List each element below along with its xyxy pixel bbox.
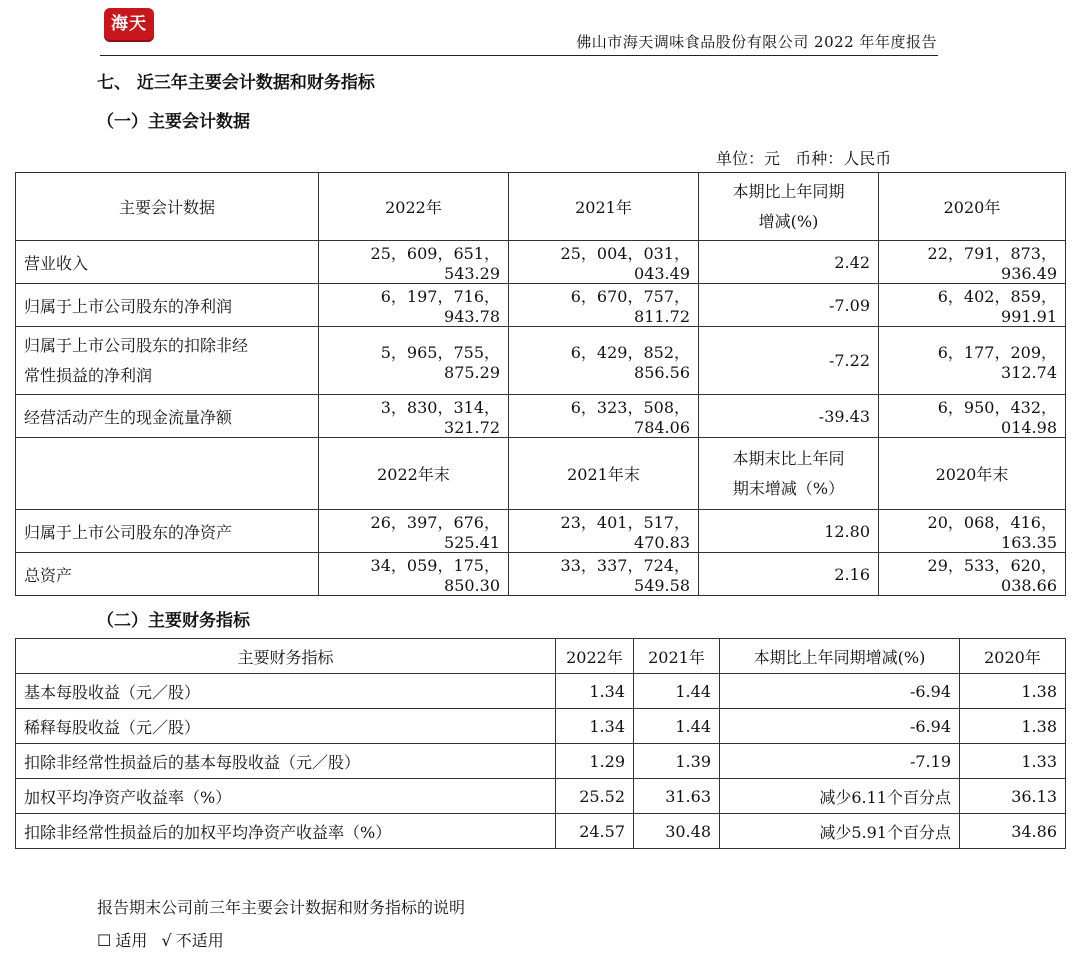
cell-value: 1.29 bbox=[556, 744, 634, 779]
cell-value: 减少6.11个百分点 bbox=[720, 779, 960, 814]
cell-value: 6，950，432，014.98 bbox=[879, 395, 1066, 438]
header-cell: 2020年末 bbox=[879, 438, 1066, 510]
checkmark-icon: √ bbox=[161, 931, 172, 950]
cell-value: -39.43 bbox=[699, 395, 879, 438]
cell-value: 22，791，873，936.49 bbox=[879, 241, 1066, 284]
cell-value: 31.63 bbox=[634, 779, 720, 814]
row-label: 总资产 bbox=[16, 553, 319, 596]
table-subheader-row bbox=[16, 438, 1066, 510]
cell-value: 25.52 bbox=[556, 779, 634, 814]
table-row bbox=[16, 284, 1066, 327]
cell-value: 1.38 bbox=[960, 709, 1066, 744]
cell-value: 34，059，175，850.30 bbox=[319, 553, 509, 596]
header-cell: 2022年 bbox=[556, 639, 634, 674]
table-row bbox=[16, 327, 1066, 395]
cell-value: 减少5.91个百分点 bbox=[720, 814, 960, 849]
cell-value: 25，004，031，043.49 bbox=[509, 241, 699, 284]
row-label: 营业收入 bbox=[16, 241, 319, 284]
cell-value: 6，323，508，784.06 bbox=[509, 395, 699, 438]
checkbox-icon: ☐ bbox=[97, 931, 112, 950]
row-label: 扣除非经常性损益后的基本每股收益（元／股） bbox=[16, 744, 556, 779]
header-cell: 2022年末 bbox=[319, 438, 509, 510]
header-cell: 2021年末 bbox=[509, 438, 699, 510]
row-label: 归属于上市公司股东的净利润 bbox=[16, 284, 319, 327]
cell-value: 36.13 bbox=[960, 779, 1066, 814]
cell-value: 6，402，859，991.91 bbox=[879, 284, 1066, 327]
subsection-title-accounting: （一）主要会计数据 bbox=[97, 112, 250, 132]
header-cell: 2021年 bbox=[634, 639, 720, 674]
header-cell: 本期比上年同期增减(%) bbox=[720, 639, 960, 674]
unit-currency-line: 单位：元 币种：人民币 bbox=[716, 149, 892, 168]
financial-indicators-table bbox=[15, 638, 1066, 849]
cell-value: 12.80 bbox=[699, 510, 879, 553]
apply-label: 适用 bbox=[115, 931, 148, 950]
header-cell: 主要财务指标 bbox=[16, 639, 556, 674]
table-row bbox=[16, 814, 1066, 849]
cell-value: 1.34 bbox=[556, 709, 634, 744]
header-cell: 本期末比上年同 期末增减（%） bbox=[699, 438, 879, 510]
table-row bbox=[16, 553, 1066, 596]
row-label: 归属于上市公司股东的扣除非经 常性损益的净利润 bbox=[16, 327, 319, 395]
cell-value: 26，397，676，525.41 bbox=[319, 510, 509, 553]
cell-value: 25，609，651，543.29 bbox=[319, 241, 509, 284]
header-cell: 本期比上年同期 增减(%) bbox=[699, 173, 879, 241]
table-row bbox=[16, 709, 1066, 744]
table-row bbox=[16, 674, 1066, 709]
table-row bbox=[16, 510, 1066, 553]
cell-value: 2.42 bbox=[699, 241, 879, 284]
cell-value: 5，965，755，875.29 bbox=[319, 327, 509, 395]
table-row bbox=[16, 241, 1066, 284]
cell-value: 6，670，757，811.72 bbox=[509, 284, 699, 327]
cell-value: 23，401，517，470.83 bbox=[509, 510, 699, 553]
cell-value: -6.94 bbox=[720, 674, 960, 709]
header-cell bbox=[16, 438, 319, 510]
table-row bbox=[16, 744, 1066, 779]
cell-value: 6，177，209，312.74 bbox=[879, 327, 1066, 395]
subsection-title-financial: （二）主要财务指标 bbox=[97, 611, 250, 631]
header-divider bbox=[100, 55, 938, 56]
cell-value: 1.44 bbox=[634, 674, 720, 709]
cell-value: -7.22 bbox=[699, 327, 879, 395]
table-header-row bbox=[16, 639, 1066, 674]
row-label: 经营活动产生的现金流量净额 bbox=[16, 395, 319, 438]
cell-value: 34.86 bbox=[960, 814, 1066, 849]
header-cell: 主要会计数据 bbox=[16, 173, 319, 241]
row-label: 加权平均净资产收益率（%） bbox=[16, 779, 556, 814]
cell-value: 3，830，314，321.72 bbox=[319, 395, 509, 438]
cell-value: 24.57 bbox=[556, 814, 634, 849]
cell-value: 1.38 bbox=[960, 674, 1066, 709]
row-label: 归属于上市公司股东的净资产 bbox=[16, 510, 319, 553]
cell-value: 6，197，716，943.78 bbox=[319, 284, 509, 327]
explanation-note: 报告期末公司前三年主要会计数据和财务指标的说明 bbox=[97, 898, 466, 917]
table-row bbox=[16, 779, 1066, 814]
cell-value: 1.44 bbox=[634, 709, 720, 744]
cell-value: 1.39 bbox=[634, 744, 720, 779]
accounting-data-table bbox=[15, 172, 1066, 596]
table-header-row bbox=[16, 173, 1066, 241]
report-title: 佛山市海天调味食品股份有限公司 2022 年年度报告 bbox=[576, 33, 937, 51]
cell-value: 6，429，852，856.56 bbox=[509, 327, 699, 395]
cell-value: -6.94 bbox=[720, 709, 960, 744]
not-apply-label: 不适用 bbox=[175, 931, 224, 950]
table-row bbox=[16, 395, 1066, 438]
cell-value: 20，068，416，163.35 bbox=[879, 510, 1066, 553]
header-cell: 2022年 bbox=[319, 173, 509, 241]
cell-value: -7.19 bbox=[720, 744, 960, 779]
cell-value: 1.34 bbox=[556, 674, 634, 709]
cell-value: 30.48 bbox=[634, 814, 720, 849]
company-logo: 海天 bbox=[104, 8, 154, 40]
cell-value: 33，337，724，549.58 bbox=[509, 553, 699, 596]
cell-value: 29，533，620，038.66 bbox=[879, 553, 1066, 596]
row-label: 扣除非经常性损益后的加权平均净资产收益率（%） bbox=[16, 814, 556, 849]
row-label: 稀释每股收益（元／股） bbox=[16, 709, 556, 744]
applicability-options bbox=[97, 928, 228, 951]
cell-value: 2.16 bbox=[699, 553, 879, 596]
header-cell: 2020年 bbox=[960, 639, 1066, 674]
header-cell: 2020年 bbox=[879, 173, 1066, 241]
row-label: 基本每股收益（元／股） bbox=[16, 674, 556, 709]
section-title: 七、 近三年主要会计数据和财务指标 bbox=[97, 73, 375, 93]
header-cell: 2021年 bbox=[509, 173, 699, 241]
cell-value: 1.33 bbox=[960, 744, 1066, 779]
cell-value: -7.09 bbox=[699, 284, 879, 327]
